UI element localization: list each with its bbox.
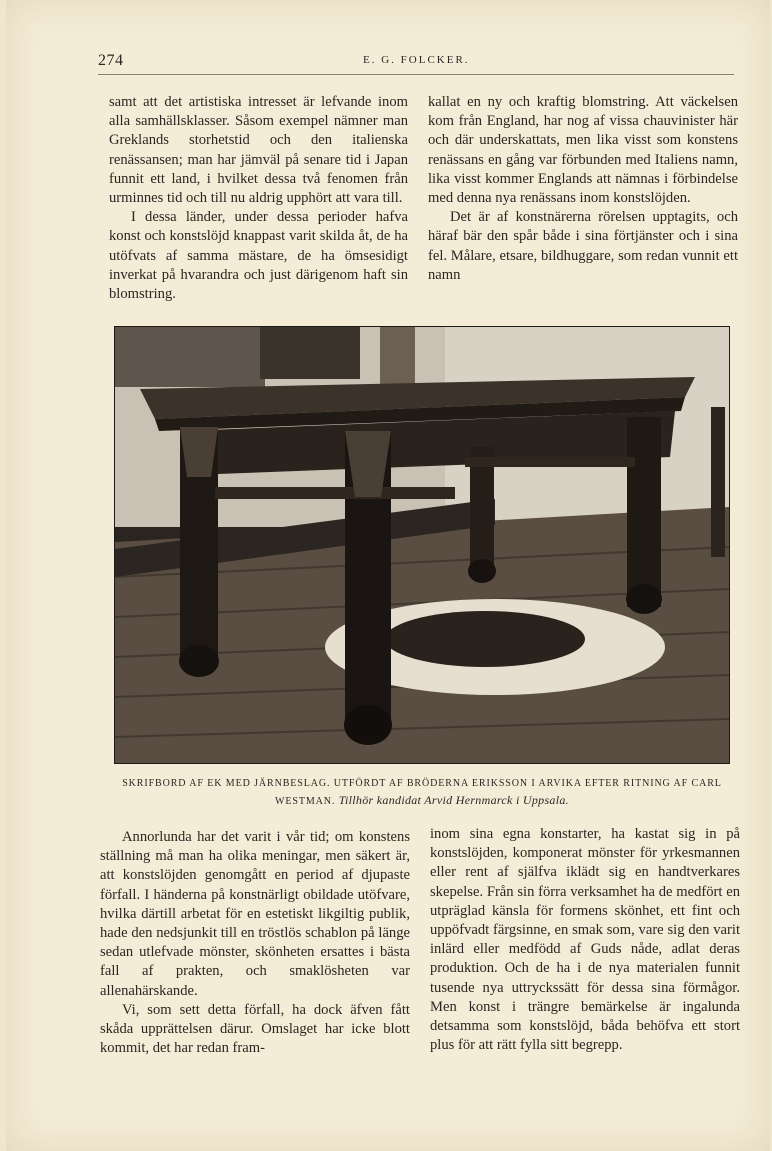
caption-owner-text: Tillhör kandidat Arvid Hernmarck i Uppsala. [338, 793, 569, 807]
paragraph: Annorlunda har det varit i vår tid; om konstens ställning må man ha olika meningar, men säkert är, att konstslöjden genomgått en period af djupaste förfall. I händerna på konstnärligt obildade utöfvare, hvilka därtill arbetat för en estetiskt likgiltig publik, hade den nedsjunkit till en tröstlös schablon på länge sedan utlefvade mönster, skönheten ersattes i bästa fall af prakten, och smaklösheten var allenahärskande. [100, 829, 410, 999]
caption-main-text: SKRIFBORD AF EK MED JÄRNBESLAG. UTFÖRDT AF BRÖDERNA ERIKSSON I ARVIKA EFTER RITNING AF CARL WESTMAN. [122, 778, 722, 807]
paragraph: kallat en ny och kraftig blomstring. Att väckelsen kom från England, har nog af vissa chauvinister här och där underskattats, men lika visst som konstens renässans en gång var förbunden med Italiens namn, lika visst kommer Englands att nämnas i förbindelse med denna nya renässans inom konstslöjden. [428, 94, 738, 207]
page-header [98, 48, 734, 75]
running-head: E. G. FOLCKER. [363, 54, 470, 66]
column-bottom-left [100, 828, 410, 1058]
paragraph: samt att det artistiska intresset är lefvande inom alla samhällsklasser. Såsom exempel nämner man Greklands storhetstid och den italienska renässansen; man har jämväl på senare tid i Japan funnit ett land, i hvilket dessa två fenomen från urminnes tid och till nu aldrig upphört att vara till. [109, 94, 408, 207]
paragraph: I dessa länder, under dessa perioder hafva konst och konstslöjd knappast varit skilda åt, de ha utöfvats af samma mästare, de ha ömsesidigt inverkat på hvarandra och just därigenom haft sin blomstring. [109, 209, 408, 303]
paragraph: inom sina egna konstarter, ha kastat sig in på konstslöjden, komponerat mönster för yrkesmannen eller rent af själfva iklädt sig en handtverkares skepelse. Från sin förra verksamhet ha de medfört en utpräglad känsla för formens skönhet, ett fint och uppöfvadt färgsinne, en smak som, vare sig den varit inlärd eller medfödd af Guds nåde, adlat deras produktion. Och de ha i de nya materialen funnit tusende nya uttryckssätt för dessa sina förmågor. Men konst i trängre bemärkelse är ingalunda detsamma som konstslöjd, båda behöfva ett stort plus för att rätt fylla sitt begrepp. [430, 826, 740, 1054]
paragraph: Det är af konstnärerna rörelsen upptagits, och häraf bär den spår både i sina förtjänster och i sina fel. Målare, etsare, bildhuggare, som redan vunnit ett namn [428, 209, 738, 283]
page-number: 274 [98, 52, 124, 69]
column-bottom-right [430, 825, 740, 1055]
desk-illustration [115, 327, 729, 763]
paragraph: Vi, som sett detta förfall, ha dock äfven fått skåda upprättelsen därur. Omslaget har icke blott kommit, det har redan fram- [100, 1001, 410, 1057]
figure-caption [102, 776, 742, 810]
column-top-left [109, 93, 408, 304]
column-top-right [428, 93, 738, 285]
desk-photograph [114, 326, 730, 764]
book-page [6, 0, 770, 1151]
